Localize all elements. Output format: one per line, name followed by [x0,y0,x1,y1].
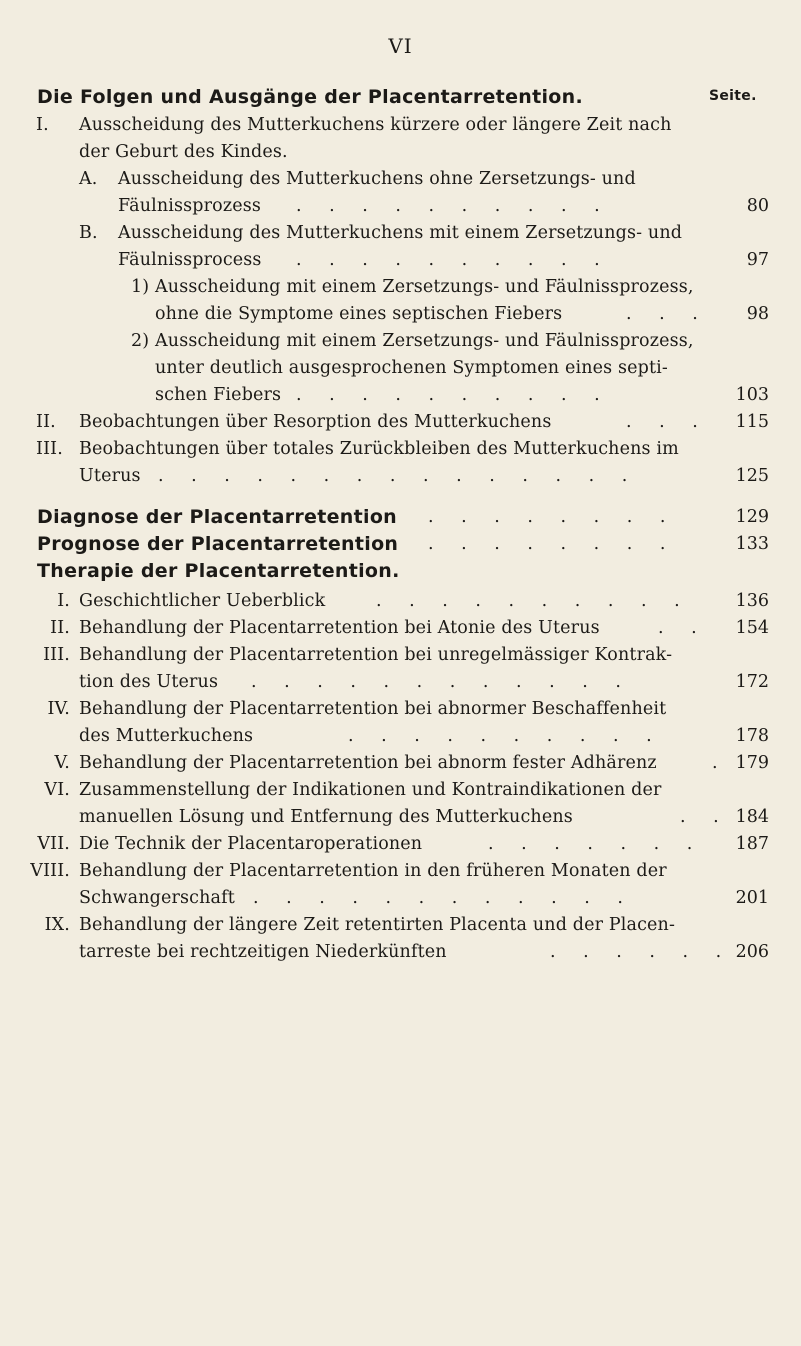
entry-number: B. [79,223,98,243]
entry-text: Behandlung der längere Zeit retentirten Placenta und der Placen- [79,915,676,935]
leader-dots: . [712,753,729,773]
entry-text: manuellen Lösung und Entfernung des Mutterkuchens [79,807,573,827]
entry-text: Zusammenstellung der Indikationen und Kontraindikationen der [79,780,662,800]
entry-text: Behandlung der Placentarretention bei Atonie des Uterus [79,618,600,638]
entry-number: VII. [37,834,70,854]
entry-text: Fäulnissprozess [118,196,261,216]
section-title-prognose: Prognose der Placentarretention [37,533,399,555]
entry-page: 80 [746,196,769,216]
entry-text: Die Technik der Placentaroperationen [79,834,423,854]
entry-text: Behandlung der Placentarretention bei abnorm fester Adhärenz [79,753,657,773]
leader-dots: . . . . . . . . [428,507,677,527]
entry-page: 154 [735,618,769,638]
entry-page: 206 [735,942,769,962]
entry-text: unter deutlich ausgesprochenen Symptomen eines septi- [155,358,668,378]
entry-page: 172 [735,672,769,692]
entry-number: VIII. [30,861,70,881]
leader-dots: . . . . . . . . . . [348,726,663,746]
entry-page: 98 [746,304,769,324]
entry-page: 97 [746,250,769,270]
entry-page: 178 [735,726,769,746]
entry-number: 1) [131,277,150,297]
entry-text: Ausscheidung des Mutterkuchens ohne Zersetzungs- und [118,169,636,189]
leader-dots: . . . [626,412,709,432]
entry-number: II. [50,618,70,638]
leader-dots: . . [658,618,708,638]
entry-number: 2) [131,331,150,351]
entry-number: I. [36,115,49,135]
entry-text: Fäulnissprocess [118,250,262,270]
entry-number: VI. [44,780,70,800]
leader-dots: . . . . . . . . . . [296,250,611,270]
entry-text: Ausscheidung mit einem Zersetzungs- und Fäulnissprozess, [155,277,694,297]
leader-dots: . . . . . . . . [428,534,677,554]
entry-text: Ausscheidung mit einem Zersetzungs- und Fäulnissprozess, [155,331,694,351]
entry-number: IV. [47,699,70,719]
leader-dots: . . . . . . [550,942,733,962]
entry-number: II. [36,412,56,432]
entry-text: Behandlung der Placentarretention bei unregelmässiger Kontrak- [79,645,673,665]
entry-text: Ausscheidung des Mutterkuchens mit einem Zersetzungs- und [118,223,683,243]
leader-dots: . . . . . . . . . . [296,196,611,216]
leader-dots: . . [680,807,730,827]
entry-page: 115 [735,412,769,432]
entry-page: 136 [735,591,769,611]
leader-dots: . . . . . . . . . . . . . . . [158,466,639,486]
entry-number: III. [36,439,63,459]
entry-text: schen Fiebers [155,385,282,405]
section-title-diagnose: Diagnose der Placentarretention [37,506,398,528]
entry-text: Uterus [79,466,141,486]
leader-dots: . . . . . . . . . . . . [251,672,632,692]
entry-text: Behandlung der Placentarretention bei abnormer Beschaffenheit [79,699,667,719]
entry-number: A. [79,169,98,189]
entry-text: Geschichtlicher Ueberblick [79,591,326,611]
entry-text: tarreste bei rechtzeitigen Niederkünften [79,942,447,962]
entry-text: Behandlung der Placentarretention in den früheren Monaten der [79,861,667,881]
entry-page: 179 [735,753,769,773]
leader-dots: . . . . . . . . . . [376,591,691,611]
entry-text: Schwangerschaft [79,888,235,908]
entry-text: ohne die Symptome eines septischen Fiebers [155,304,563,324]
entry-text: Beobachtungen über Resorption des Mutterkuchens [79,412,552,432]
entry-number: IX. [44,915,70,935]
entry-page: 129 [735,507,769,527]
leader-dots: . . . . . . . . . . [296,385,611,405]
entry-number: V. [54,753,70,773]
section-title-folgen: Die Folgen und Ausgänge der Placentarretention. [37,86,583,108]
entry-page: 187 [735,834,769,854]
page-number: VI [388,34,413,58]
entry-text: Ausscheidung des Mutterkuchens kürzere oder längere Zeit nach [79,115,672,135]
entry-text: Beobachtungen über totales Zurückbleiben des Mutterkuchens im [79,439,679,459]
entry-text: der Geburt des Kindes. [79,142,288,162]
entry-page: 103 [735,385,769,405]
leader-dots: . . . [626,304,709,324]
leader-dots: . . . . . . . [488,834,704,854]
leader-dots: . . . . . . . . . . . . [253,888,634,908]
entry-text: tion des Uterus [79,672,219,692]
entry-number: III. [43,645,70,665]
entry-page: 125 [735,466,769,486]
entry-page: 201 [735,888,769,908]
entry-page: 184 [735,807,769,827]
section-title-therapie: Therapie der Placentarretention. [37,560,400,582]
entry-text: des Mutterkuchens [79,726,254,746]
entry-page: 133 [735,534,769,554]
page-column-label: Seite. [709,88,757,104]
entry-number: I. [57,591,70,611]
